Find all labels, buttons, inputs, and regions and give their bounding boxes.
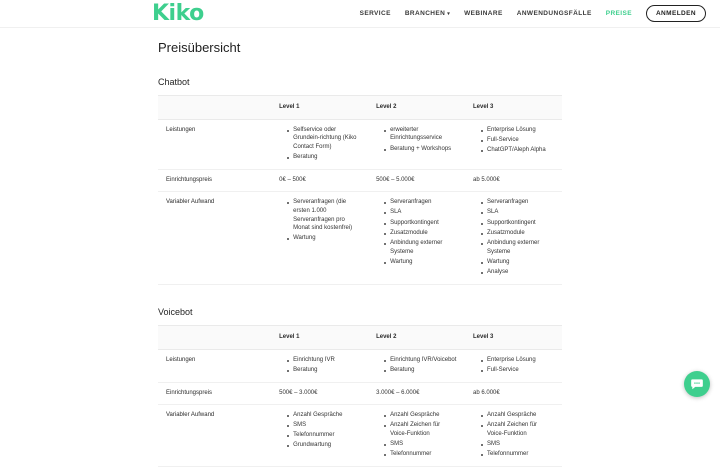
site-header xyxy=(0,0,720,28)
table-header-row xyxy=(158,96,562,120)
table-row xyxy=(158,170,562,192)
site-logo[interactable]: Kiko xyxy=(152,0,204,26)
row-label: Variabler Aufwand xyxy=(166,199,215,206)
row-label: Einrichtungspreis xyxy=(166,177,213,184)
list-item: Anbindung externer Systeme xyxy=(481,239,554,256)
table-cell xyxy=(271,170,368,192)
list-item: SMS xyxy=(481,440,554,449)
table-cell xyxy=(368,119,465,170)
table-cell xyxy=(465,192,562,285)
table-row xyxy=(158,119,562,170)
list-item: Anbindung externer Systeme xyxy=(384,239,457,256)
table-row xyxy=(158,349,562,382)
column-header: Level 3 xyxy=(473,104,494,110)
list-item: Wartung xyxy=(287,234,360,243)
list-item: SLA xyxy=(481,208,554,217)
feature-list xyxy=(376,126,457,154)
list-item: Beratung xyxy=(384,366,457,375)
row-label: Leistungen xyxy=(166,356,196,363)
column-header: Level 1 xyxy=(279,334,300,341)
section-title: Voicebot xyxy=(158,307,193,318)
list-item: Serveranfragen xyxy=(481,198,554,207)
column-header: Level 1 xyxy=(279,104,300,110)
list-item: Anzahl Zeichen für Voice-Funktion xyxy=(384,421,457,438)
table-cell xyxy=(465,383,562,405)
table-row xyxy=(158,192,562,285)
list-item: Anzahl Gespräche xyxy=(287,411,360,420)
feature-list xyxy=(376,198,457,266)
list-item: Supportkontingent xyxy=(481,219,554,228)
nav-label: PREISE xyxy=(605,10,632,17)
table-cell xyxy=(271,192,368,285)
list-item: erweiterter Einrichtungsservice xyxy=(384,126,457,143)
table-cell xyxy=(271,383,368,405)
list-item: Zusatzmodule xyxy=(481,229,554,238)
list-item: Full-Service xyxy=(481,366,554,375)
list-item: Anzahl Gespräche xyxy=(384,411,457,420)
nav-label: WEBINARE xyxy=(464,10,503,17)
list-item: SLA xyxy=(384,208,457,217)
main-navigation xyxy=(360,5,706,22)
list-item: Enterprise Lösung xyxy=(481,356,554,365)
feature-list xyxy=(279,356,360,375)
chat-bubble-icon[interactable] xyxy=(684,371,710,397)
list-item: Wartung xyxy=(384,258,457,267)
nav-label: ANWENDUNGSFÄLLE xyxy=(516,10,592,17)
feature-list xyxy=(473,356,554,375)
price-value: 500€ – 5.000€ xyxy=(376,177,415,184)
list-item: Telefonnummer xyxy=(481,450,554,459)
nav-label: SERVICE xyxy=(359,10,391,17)
table-row xyxy=(158,404,562,466)
section-title: Chatbot xyxy=(158,77,190,87)
list-item: Full-Service xyxy=(481,136,554,145)
nav-item-service[interactable] xyxy=(360,10,391,17)
price-value: 3.000€ – 6.000€ xyxy=(376,390,420,397)
page-content xyxy=(0,40,720,467)
table-cell xyxy=(368,383,465,405)
pricing-sections xyxy=(158,77,562,467)
table-cell xyxy=(465,170,562,192)
feature-list xyxy=(279,411,360,450)
price-value: 500€ – 3.000€ xyxy=(279,390,318,397)
table-cell xyxy=(271,404,368,466)
list-item: Serveranfragen (die ersten 1.000 Serveranfragen pro Monat sind kostenfrei) xyxy=(287,198,360,233)
list-item: Serveranfragen xyxy=(384,198,457,207)
row-label: Variabler Aufwand xyxy=(166,411,215,418)
column-header: Level 2 xyxy=(376,104,397,110)
feature-list xyxy=(473,198,554,277)
list-item: Anzahl Zeichen für Voice-Funktion xyxy=(481,421,554,438)
table-cell xyxy=(368,170,465,192)
chevron-down-icon: ▾ xyxy=(447,11,451,17)
list-item: Supportkontingent xyxy=(384,219,457,228)
feature-list xyxy=(473,411,554,459)
list-item: Enterprise Lösung xyxy=(481,126,554,135)
feature-list xyxy=(279,126,360,162)
feature-list xyxy=(279,198,360,243)
price-value: ab 6.000€ xyxy=(473,390,500,397)
nav-item-webinare[interactable] xyxy=(464,10,503,17)
table-cell xyxy=(465,119,562,170)
list-item: Telefonnummer xyxy=(384,450,457,459)
list-item: Beratung xyxy=(287,366,360,375)
login-button[interactable]: ANMELDEN xyxy=(646,5,706,22)
feature-list xyxy=(376,356,457,375)
price-value: 0€ – 500€ xyxy=(279,177,306,184)
list-item: Telefonnummer xyxy=(287,431,360,440)
feature-list xyxy=(376,411,457,459)
column-header: Level 3 xyxy=(473,334,494,341)
column-header: Level 2 xyxy=(376,334,397,341)
list-item: Einrichtung IVR xyxy=(287,356,360,365)
table-cell xyxy=(368,192,465,285)
list-item: Wartung xyxy=(481,258,554,267)
nav-item-branchen[interactable] xyxy=(405,10,450,17)
table-cell xyxy=(271,349,368,382)
row-label: Leistungen xyxy=(166,126,196,133)
list-item: Analyse xyxy=(481,268,554,277)
list-item: Beratung xyxy=(287,153,360,162)
list-item: Anzahl Gespräche xyxy=(481,411,554,420)
list-item: Grundwartung xyxy=(287,441,360,450)
nav-item-preise[interactable] xyxy=(606,10,632,17)
table-cell xyxy=(465,404,562,466)
table-cell xyxy=(465,349,562,382)
nav-label: BRANCHEN xyxy=(404,10,446,17)
nav-item-anwendungsfaelle[interactable] xyxy=(517,10,592,17)
table-cell xyxy=(368,349,465,382)
table-header-row xyxy=(158,326,562,350)
list-item: SMS xyxy=(287,421,360,430)
feature-list xyxy=(473,126,554,155)
list-item: ChatGPT/Aleph Alpha xyxy=(481,146,554,155)
table-cell xyxy=(368,404,465,466)
list-item: Einrichtung IVR/Voicebot xyxy=(384,356,457,365)
table-row xyxy=(158,383,562,405)
list-item: SMS xyxy=(384,440,457,449)
list-item: Selfservice oder Grundein-richtung (Kiko Contact Form) xyxy=(287,126,360,152)
list-item: Zusatzmodule xyxy=(384,229,457,238)
list-item: Beratung + Workshops xyxy=(384,145,457,154)
pricing-table xyxy=(158,325,562,467)
pricing-table xyxy=(158,95,562,285)
price-value: ab 5.000€ xyxy=(473,177,500,184)
row-label: Einrichtungspreis xyxy=(166,390,213,397)
column-header xyxy=(158,326,271,350)
column-header xyxy=(158,96,271,120)
page-title: Preisübersicht xyxy=(158,40,241,55)
table-cell xyxy=(271,119,368,170)
